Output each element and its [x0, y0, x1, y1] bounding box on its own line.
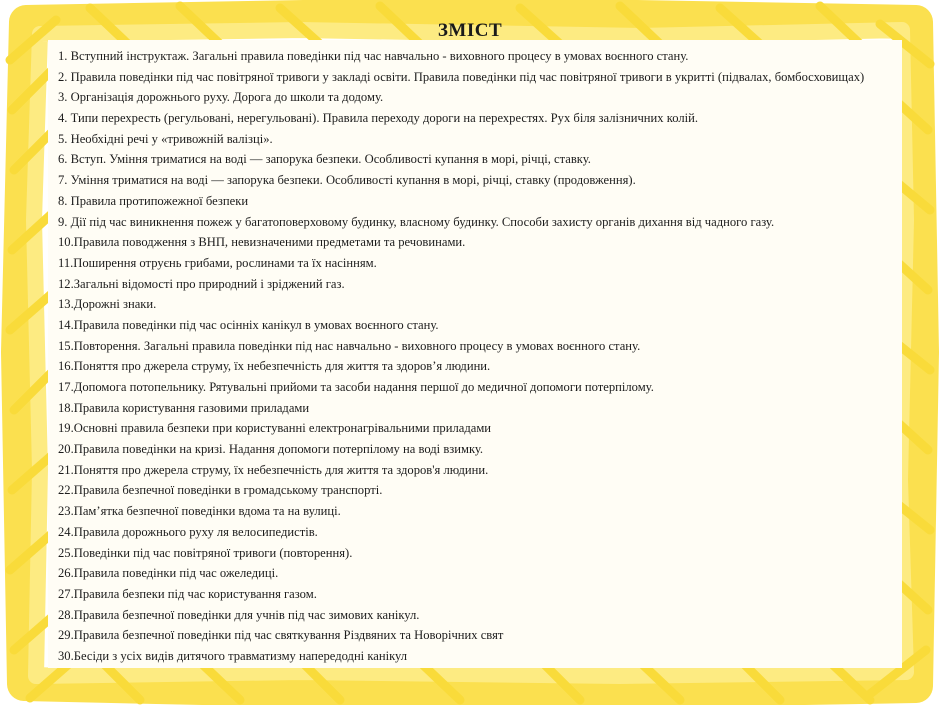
list-item: 10.Правила поводження з ВНП, невизначеними предметами та речовинами.	[58, 235, 466, 250]
list-item: 21.Поняття про джерела струму, їх небезпечність для життя та здоров'я людини.	[58, 462, 489, 477]
list-item: 5. Необхідні речі у «тривожній валізці».	[58, 131, 273, 146]
list-item: 3. Організація дорожнього руху. Дорога до школи та додому.	[58, 90, 384, 105]
list-item: 7. Уміння триматися на воді — запорука безпеки. Особливості купання в морі, річці, ставку (продовження).	[58, 173, 636, 188]
list-item: 18.Правила користування газовими приладами	[58, 400, 310, 415]
list-item: 11.Поширення отруєнь грибами, рослинами та їх насінням.	[58, 255, 377, 270]
list-item: 28.Правила безпечної поведінки для учнів під час зимових канікул.	[58, 607, 420, 622]
list-item: 12.Загальні відомості про природний і зріджений газ.	[58, 276, 345, 291]
contents-list	[58, 46, 908, 667]
list-item: 24.Правила дорожнього руху ля велосипедистів.	[58, 524, 318, 539]
list-item: 26.Правила поведінки під час ожеледиці.	[58, 566, 279, 581]
list-item: 22.Правила безпечної поведінки в громадському транспорті.	[58, 483, 383, 498]
list-item: 15.Повторення. Загальні правила поведінки під нас навчально - виховного процесу в умовах воєнного стану.	[58, 338, 641, 353]
list-item: 25.Поведінки під час повітряної тривоги (повторення).	[58, 545, 353, 560]
list-item: 1. Вступний інструктаж. Загальні правила поведінки під час навчально - виховного процесу в умовах воєнного стану.	[58, 49, 689, 63]
list-item: 14.Правила поведінки під час осінніх канікул в умовах воєнного стану.	[58, 317, 439, 332]
list-item: 9. Дії під час виникнення пожеж у багатоповерховому будинку, власному будинку. Способи захисту органів дихання від чадного газу.	[58, 214, 775, 229]
list-item: 8. Правила протипожежної безпеки	[58, 193, 249, 208]
list-item: 13.Дорожні знаки.	[58, 297, 157, 312]
list-item: 17.Допомога потопельнику. Рятувальні прийоми та засоби надання першої до медичної допомоги потерпілому.	[58, 380, 654, 394]
page-title: ЗМІСТ	[437, 20, 503, 41]
list-item: 19.Основні правила безпеки при користуванні електронагрівальними приладами	[58, 421, 492, 436]
list-item: 27.Правила безпеки під час користування газом.	[58, 586, 317, 601]
list-item: 4. Типи перехресть (регульовані, нерегульовані). Правила переходу дороги на перехрестях. Рух біля залізничних колій.	[58, 111, 699, 126]
list-item: 20.Правила поведінки на кризі. Надання допомоги потерпілому на воді взимку.	[58, 442, 484, 457]
list-item: 2. Правила поведінки під час повітряної тривоги у закладі освіти. Правила поведінки під час повітряної тривоги в укритті (підвалах, бомбосховищах)	[58, 69, 865, 84]
list-item: 6. Вступ. Уміння триматися на воді — запорука безпеки. Особливості купання в морі, річці, ставку.	[58, 152, 591, 167]
list-item: 16.Поняття про джерела струму, їх небезпечність для життя та здоров’я людини.	[58, 359, 491, 374]
list-item: 30.Бесіди з усіх видів дитячого травматизму напередодні канікул	[58, 648, 408, 663]
list-item: 23.Пам’ятка безпечної поведінки вдома та на вулиці.	[58, 504, 341, 519]
list-item: 29.Правила безпечної поведінки під час святкування Різдвяних та Новорічних свят	[58, 628, 504, 643]
